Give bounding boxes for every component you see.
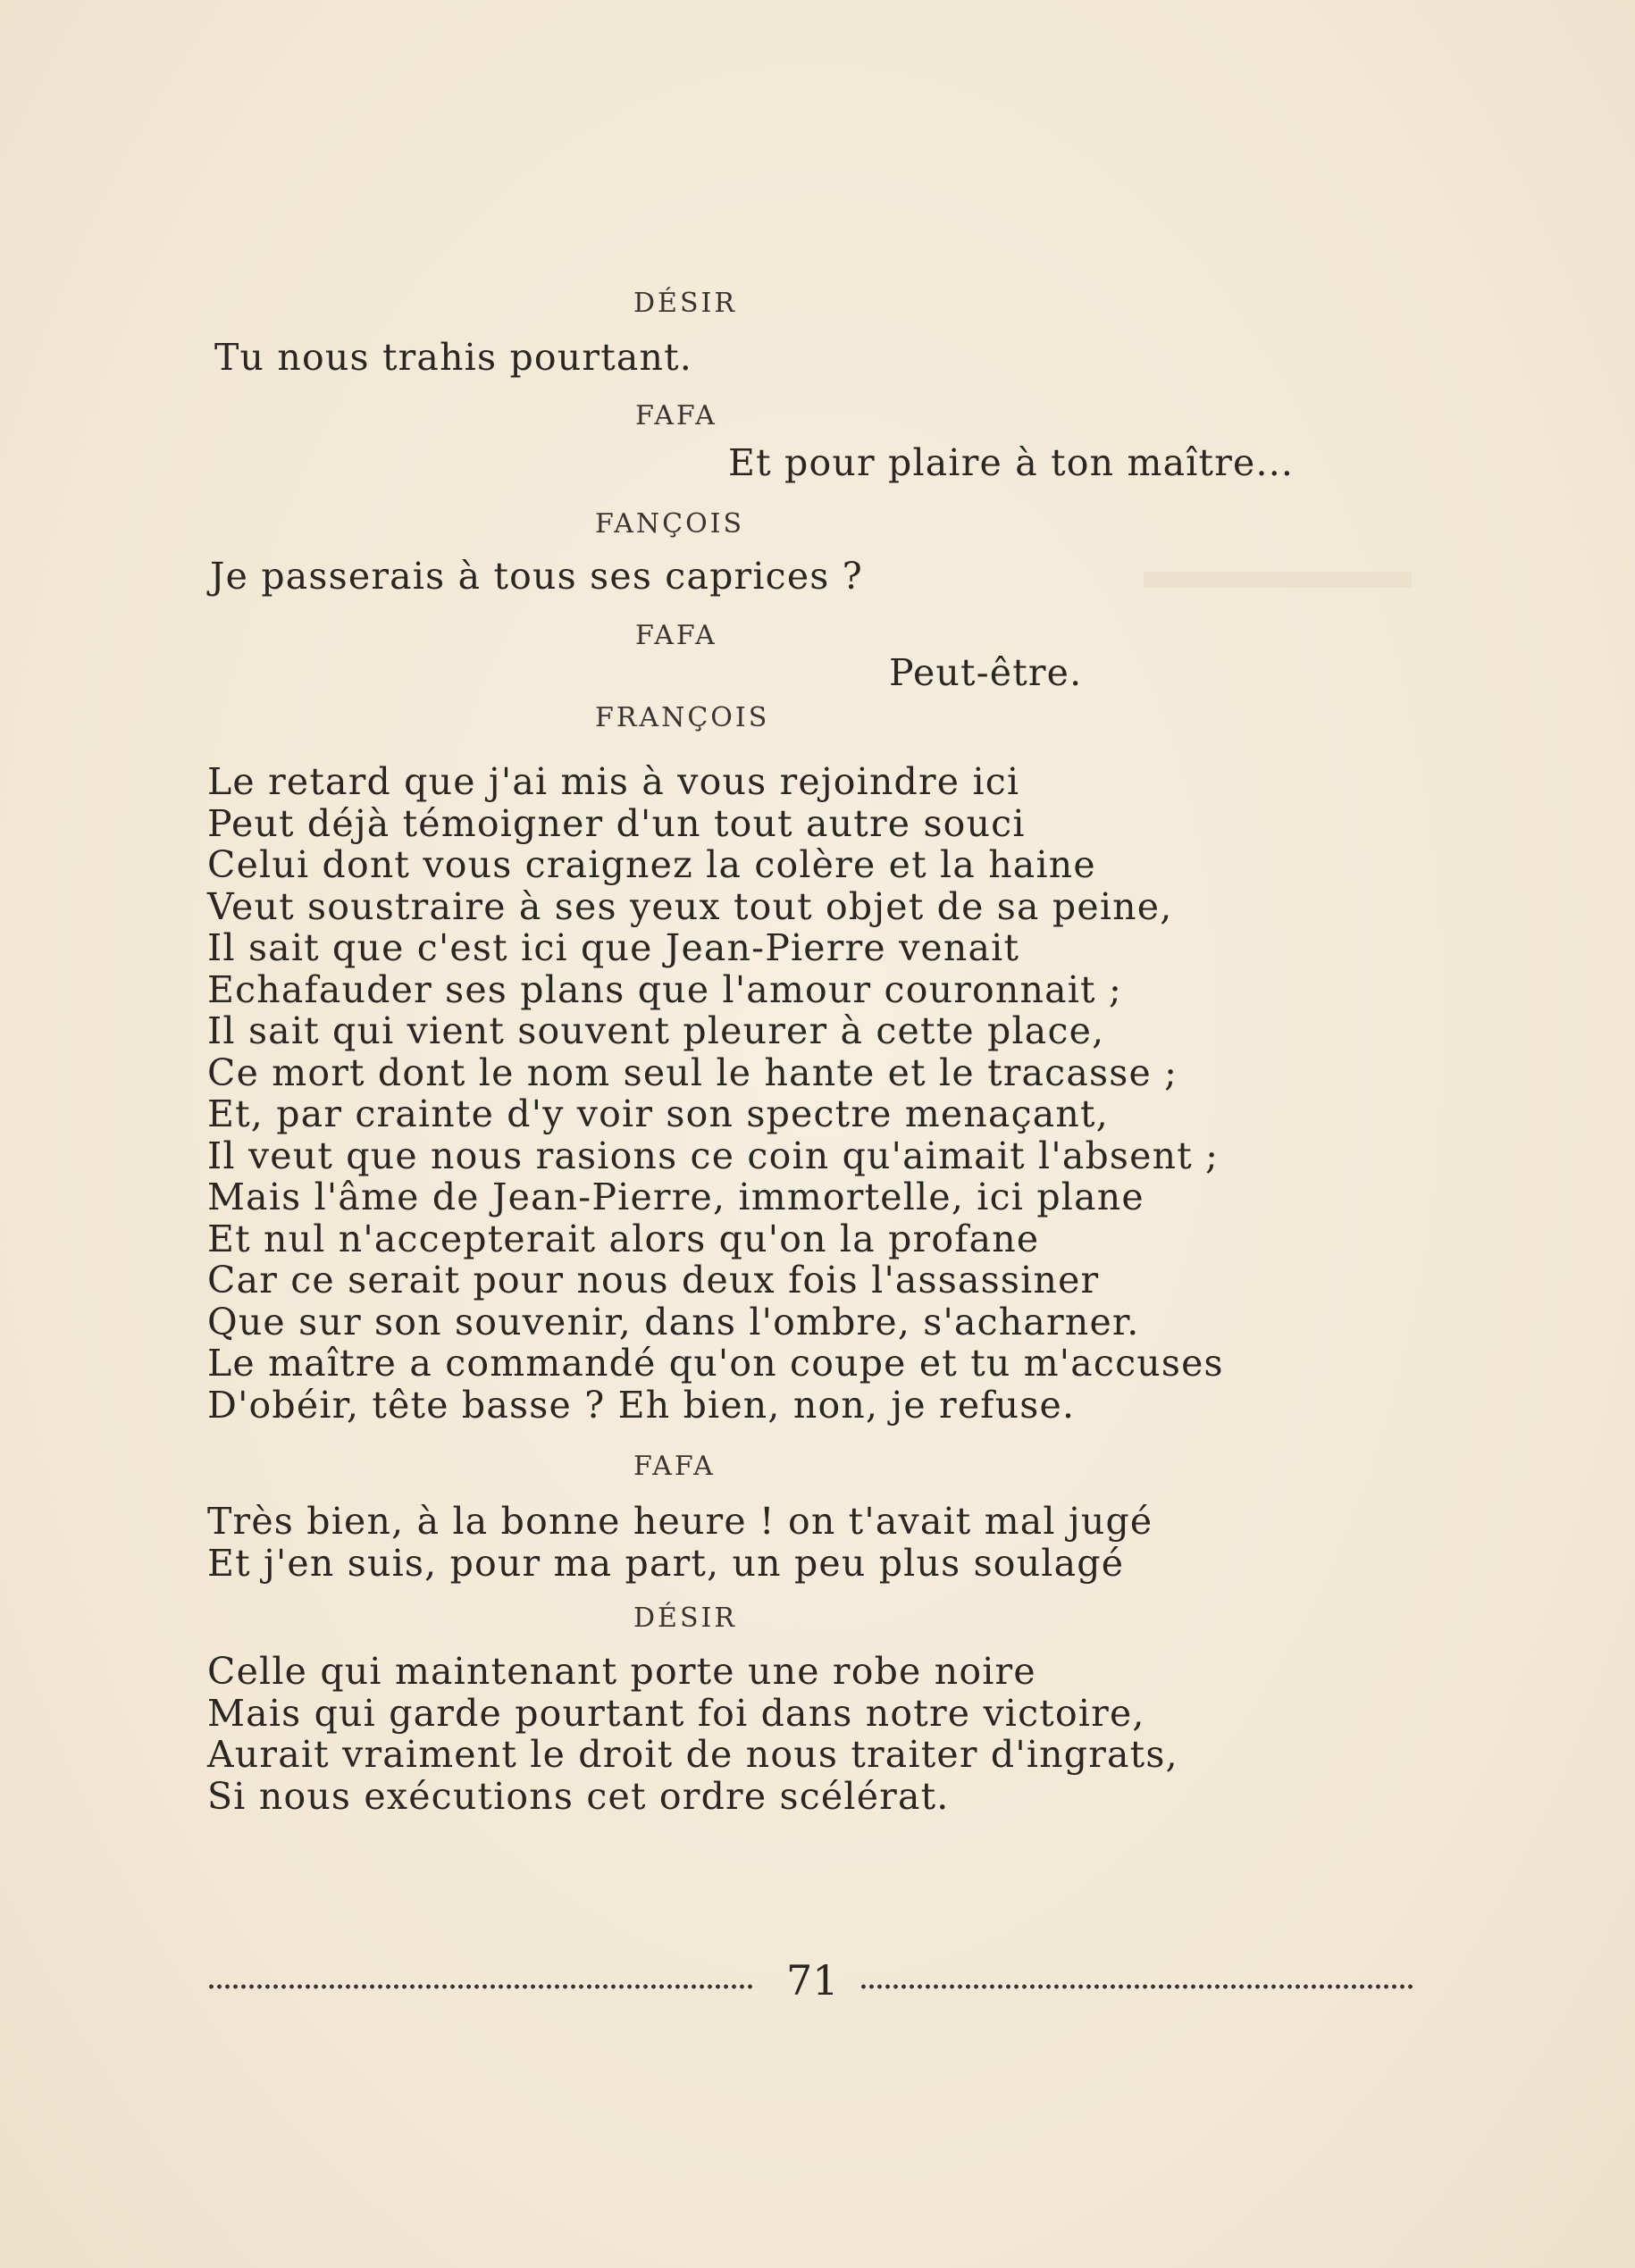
verse-line: Le maître a commandé qu'on coupe et tu m'accuses xyxy=(207,1342,1224,1385)
verse-line: Le retard que j'ai mis à vous rejoindre ici xyxy=(207,760,1020,803)
speaker-fafa: FAFA xyxy=(635,620,717,651)
verse-line: Veut soustraire à ses yeux tout objet de sa peine, xyxy=(207,884,1173,928)
speaker-francois: FRANÇOIS xyxy=(595,702,770,733)
verse-line: Celle qui maintenant porte une robe noire xyxy=(207,1650,1036,1693)
speaker-fafa: FAFA xyxy=(633,1451,716,1482)
verse-line: D'obéir, tête basse ? Eh bien, non, je refuse. xyxy=(207,1383,1076,1427)
verse-line: Très bien, à la bonne heure ! on t'avait mal jugé xyxy=(207,1500,1153,1543)
page-number: 71 xyxy=(786,1956,839,2004)
verse-line: Echafauder ses plans que l'amour couronnait ; xyxy=(207,967,1122,1011)
verse-line: Aurait vraiment le droit de nous traiter d'ingrats, xyxy=(207,1733,1178,1776)
speaker-fafa: FAFA xyxy=(635,400,717,431)
line-desir-1: Tu nous trahis pourtant. xyxy=(214,336,693,379)
bleed-through-decoration xyxy=(1144,572,1412,588)
dotted-rule-left xyxy=(207,1983,754,1990)
speaker-fancois: FANÇOIS xyxy=(595,508,745,540)
verse-line: Et nul n'accepterait alors qu'on la profane xyxy=(207,1217,1040,1260)
line-fancois-1: Je passerais à tous ses caprices ? xyxy=(210,555,863,598)
verse-line: Il sait qui vient souvent pleurer à cette place, xyxy=(207,1009,1105,1052)
verse-line: Et j'en suis, pour ma part, un peu plus soulagé xyxy=(207,1541,1125,1585)
desir-verse xyxy=(207,1651,1178,1817)
verse-line: Ce mort dont le nom seul le hante et le tracasse ; xyxy=(207,1050,1178,1094)
verse-line: Et, par crainte d'y voir son spectre menaçant, xyxy=(207,1092,1109,1135)
page-footer xyxy=(207,1956,1413,2004)
speaker-desir: DÉSIR xyxy=(633,1603,737,1634)
francois-verse xyxy=(207,761,1224,1426)
verse-line: Que sur son souvenir, dans l'ombre, s'acharner. xyxy=(207,1300,1140,1343)
verse-line: Peut déjà témoigner d'un tout autre souci xyxy=(207,801,1026,845)
speaker-desir: DÉSIR xyxy=(633,288,737,319)
verse-line: Celui dont vous craignez la colère et la haine xyxy=(207,843,1096,886)
fafa-verse xyxy=(207,1501,1153,1584)
verse-line: Il sait que c'est ici que Jean-Pierre venait xyxy=(207,926,1020,969)
dotted-rule-right xyxy=(859,1983,1413,1990)
line-fafa-1: Et pour plaire à ton maître... xyxy=(728,441,1295,484)
verse-line: Mais qui garde pourtant foi dans notre victoire, xyxy=(207,1691,1145,1735)
verse-line: Mais l'âme de Jean-Pierre, immortelle, ici plane xyxy=(207,1176,1144,1218)
verse-line: Si nous exécutions cet ordre scélérat. xyxy=(207,1774,950,1818)
verse-line: Il veut que nous rasions ce coin qu'aimait l'absent ; xyxy=(207,1134,1220,1177)
verse-line: Car ce serait pour nous deux fois l'assassiner xyxy=(207,1259,1100,1301)
line-fafa-2: Peut-être. xyxy=(889,651,1083,694)
